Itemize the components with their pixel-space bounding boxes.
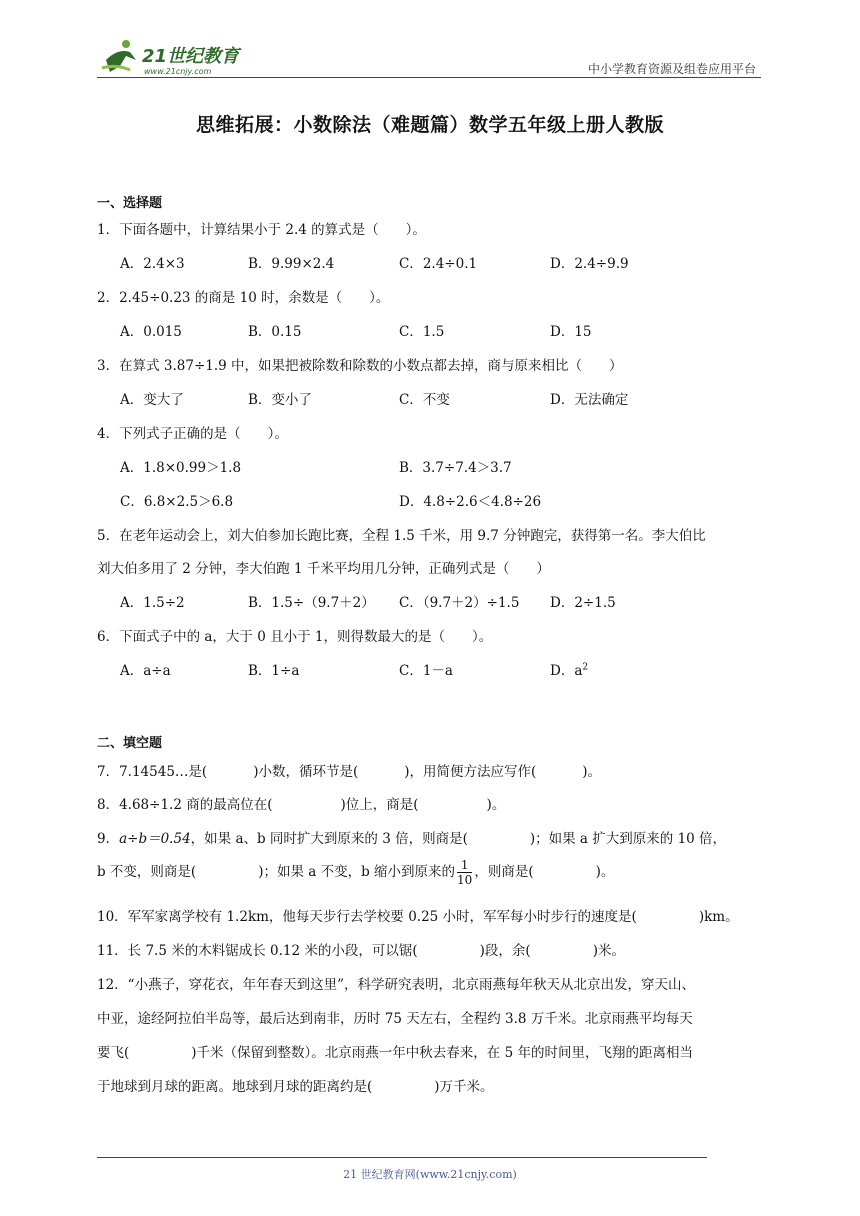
q5-option-a: A．1.5÷2 — [120, 595, 185, 611]
q1-option-d: D．2.4÷9.9 — [550, 256, 629, 272]
q6-option-b: B．1÷a — [248, 663, 300, 679]
q2-option-a: A．0.015 — [120, 324, 182, 340]
section-heading-fill: 二、填空题 — [97, 736, 163, 751]
q7-part4: )。 — [582, 764, 602, 780]
q6-option-a: A．a÷a — [120, 663, 171, 679]
q10-part1: 10．军军家离学校有 1.2km，他每天步行去学校要 0.25 小时，军军每小时步行的速度是( — [97, 909, 637, 925]
q6-option-d — [550, 659, 588, 679]
q1-option-a: A．2.4×3 — [120, 256, 185, 272]
q9-part6: ，则商是( — [474, 864, 534, 880]
q3-option-a: A．变大了 — [120, 392, 184, 408]
svg-text:21世纪教育: 21世纪教育 — [142, 46, 240, 67]
q12-line1: 12．“小燕子，穿花衣，年年春天到这里”，科学研究表明，北京雨燕每年秋天从北京出发，穿天山、 — [97, 977, 695, 993]
q12-line4-part2: )万千米。 — [434, 1079, 494, 1095]
q6-option-d-base: D．a — [550, 663, 583, 679]
q1-stem: 1．下面各题中，计算结果小于 2.4 的算式是（ ）。 — [97, 222, 426, 238]
q10-part2: )km。 — [698, 909, 739, 925]
q5-option-c: C．（9.7＋2）÷1.5 — [399, 595, 520, 611]
q7-text — [97, 760, 601, 780]
q9-fraction-numerator: 1 — [457, 858, 472, 873]
q9-part1: 9． — [97, 831, 120, 847]
q4-option-c: C．6.8×2.5＞6.8 — [120, 494, 234, 510]
q7-part1: 7．7.14545…是( — [97, 764, 208, 780]
q5-stem-line1: 5．在老年运动会上，刘大伯参加长跑比赛，全程 1.5 千米，用 9.7 分钟跑完，获得第一名。李大伯比 — [97, 528, 706, 544]
q2-option-c: C．1.5 — [399, 324, 445, 340]
q9-fraction — [457, 858, 472, 887]
q11-part2: )段，余( — [479, 943, 531, 959]
header-platform-text: 中小学教育资源及组卷应用平台 — [587, 62, 756, 76]
q11-part3: )米。 — [592, 943, 625, 959]
q9-part2: ，如果 a、b 同时扩大到原来的 3 倍，则商是( — [190, 831, 468, 847]
q11-part1: 11．长 7.5 米的木料锯成长 0.12 米的小段，可以锯( — [97, 943, 418, 959]
q3-option-c: C．不变 — [399, 392, 450, 408]
svg-text:www.21cnjy.com: www.21cnjy.com — [144, 67, 212, 76]
q9-text-line1 — [97, 827, 726, 847]
q9-text-line2 — [97, 858, 614, 887]
q5-option-b: B．1.5÷（9.7＋2） — [248, 595, 375, 611]
q12-line3 — [97, 1041, 693, 1061]
q8-text — [97, 793, 505, 813]
q8-part1: 8．4.68÷1.2 商的最高位在( — [97, 797, 273, 813]
q7-part3: )，用简便方法应写作( — [404, 764, 537, 780]
footer-text: 21 世纪教育网(www.21cnjy.com) — [343, 1168, 517, 1181]
q8-part2: )位上，商是( — [340, 797, 419, 813]
q12-line3-part2: )千米（保留到整数）。北京雨燕一年中秋去春来，在 5 年的时间里，飞翔的距离相当 — [191, 1045, 693, 1061]
q12-line3-part1: 要飞( — [97, 1045, 130, 1061]
q6-option-d-exponent: 2 — [582, 662, 589, 673]
q3-option-d: D．无法确定 — [550, 392, 629, 408]
q3-option-b: B．变小了 — [248, 392, 312, 408]
q9-equation: a÷b＝0.54 — [119, 831, 191, 847]
q2-stem: 2．2.45÷0.23 的商是 10 时，余数是（ ）。 — [97, 290, 390, 306]
q6-option-c: C．1－a — [399, 663, 453, 679]
q1-option-b: B．9.99×2.4 — [248, 256, 335, 272]
q6-stem: 6．下面式子中的 a，大于 0 且小于 1，则得数最大的是（ ）。 — [97, 629, 493, 645]
q12-line4 — [97, 1075, 494, 1095]
q4-stem: 4．下列式子正确的是（ ）。 — [97, 426, 288, 442]
q9-part5: )；如果 a 不变，b 缩小到原来的 — [258, 864, 456, 880]
runner-logo-icon — [96, 38, 256, 78]
q7-part2: )小数，循环节是( — [253, 764, 359, 780]
q11-text — [97, 939, 625, 959]
q12-line2: 中亚，途经阿拉伯半岛等，最后达到南非，历时 75 天左右，全程约 3.8 万千米。北京雨燕平均每天 — [97, 1011, 693, 1027]
q9-part3: )；如果 a 扩大到原来的 10 倍， — [529, 831, 727, 847]
site-logo — [96, 38, 256, 78]
q9-part4: b 不变，则商是( — [97, 864, 197, 880]
section-heading-choice: 一、选择题 — [97, 196, 163, 211]
q5-stem-line2: 刘大伯多用了 2 分钟，李大伯跑 1 千米平均用几分钟，正确列式是（ ） — [97, 561, 550, 577]
q3-stem: 3．在算式 3.87÷1.9 中，如果把被除数和除数的小数点都去掉，商与原来相比（ ） — [97, 358, 623, 374]
q9-part7: )。 — [595, 864, 615, 880]
q4-option-a: A．1.8×0.99＞1.8 — [120, 460, 242, 476]
header-divider — [97, 77, 761, 78]
q1-option-c: C．2.4÷0.1 — [399, 256, 478, 272]
q4-option-d: D．4.8÷2.6＜4.8÷26 — [399, 494, 542, 510]
q10-text — [97, 905, 739, 925]
q8-part3: )。 — [486, 797, 506, 813]
footer-divider — [97, 1157, 707, 1158]
page-title: 思维拓展：小数除法（难题篇）数学五年级上册人教版 — [195, 114, 664, 136]
q9-fraction-denominator: 10 — [457, 873, 473, 887]
q5-option-d: D．2÷1.5 — [550, 595, 616, 611]
q4-option-b: B．3.7÷7.4＞3.7 — [399, 460, 512, 476]
q12-line4-part1: 于地球到月球的距离。地球到月球的距离约是( — [97, 1079, 373, 1095]
q2-option-d: D．15 — [550, 324, 592, 340]
q2-option-b: B．0.15 — [248, 324, 302, 340]
